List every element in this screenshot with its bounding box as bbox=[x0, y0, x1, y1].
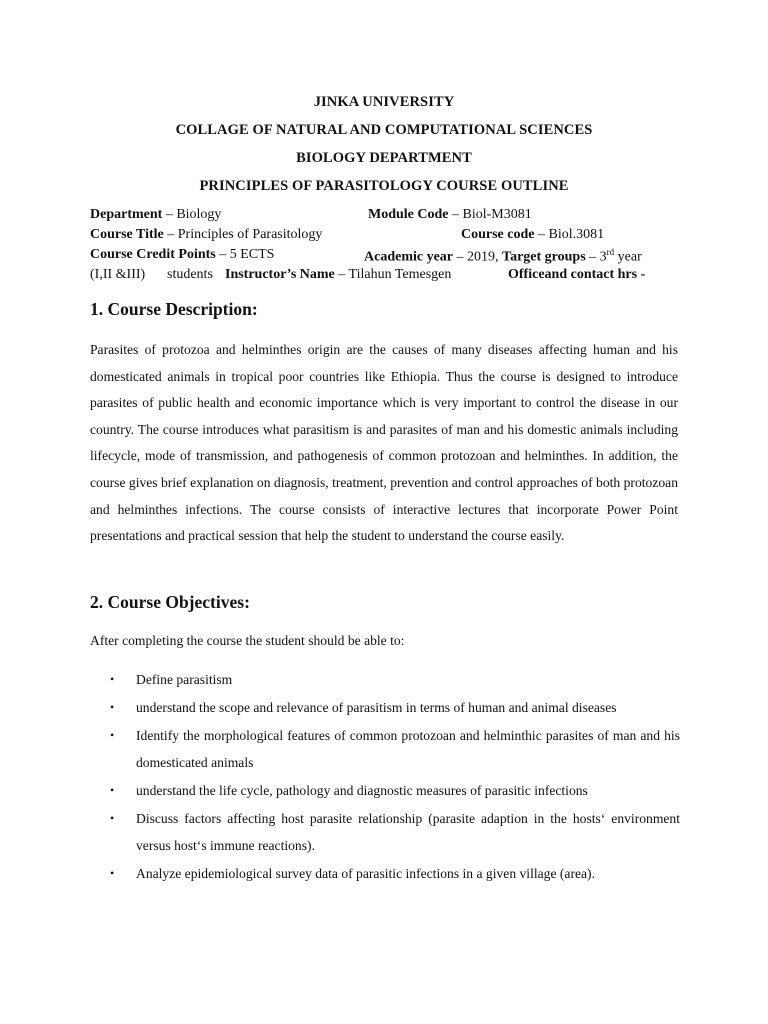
course-code-label: Course code bbox=[461, 227, 535, 242]
course-title-field bbox=[90, 227, 322, 243]
bullet-icon: • bbox=[110, 728, 115, 742]
objective-item bbox=[90, 805, 680, 859]
course-objectives-heading: 2. Course Objectives: bbox=[90, 592, 250, 612]
office-hours-field bbox=[508, 267, 645, 283]
bullet-icon: • bbox=[110, 672, 115, 686]
target-groups-year: year bbox=[614, 249, 642, 265]
department-name: BIOLOGY DEPARTMENT bbox=[296, 150, 472, 166]
course-code-value: – Biol.3081 bbox=[534, 227, 605, 242]
instructor-value: – Tilahun Temesgen bbox=[334, 267, 452, 282]
module-code-value: – Biol-M3081 bbox=[448, 207, 532, 222]
module-code-field bbox=[368, 207, 532, 223]
credit-points-label: Course Credit Points bbox=[90, 247, 216, 262]
course-description-heading: 1. Course Description: bbox=[90, 299, 258, 319]
target-groups-sup: rd bbox=[606, 247, 615, 257]
bullet-icon: • bbox=[110, 811, 115, 825]
bullet-icon: • bbox=[110, 866, 115, 880]
course-description-text: Parasites of protozoa and helminthes origin are the causes of many diseases affecting human and his domesticated animals in tropical poor countries like Ethiopia. Thus the course is designed to introduce parasites of public health and economic importance which is very important to control the disease in our country. The course introduces what parasitism is and parasites of man and his domestic animals including lifecycle, mode of transmission, and pathogenesis of common protozoan and helminthes. In addition, the course gives brief explanation on diagnosis, treatment, prevention and control approaches of both protozoan and helminthes infections. The course consists of interactive lectures that incorporate Power Point presentations and practical session that help the student to understand the course easily. bbox=[90, 342, 678, 544]
objectives-lead: After completing the course the student should be able to: bbox=[90, 633, 405, 648]
academic-year-field bbox=[364, 247, 642, 266]
college-name: COLLAGE OF NATURAL AND COMPUTATIONAL SCIENCES bbox=[175, 122, 593, 138]
target-groups-value: – 3 bbox=[585, 249, 607, 265]
outline-title: PRINCIPLES OF PARASITOLOGY COURSE OUTLINE bbox=[199, 178, 569, 194]
objective-text: Define parasitism bbox=[136, 672, 233, 687]
instructor-field bbox=[225, 267, 451, 283]
bullet-icon: • bbox=[110, 700, 115, 714]
groups-text: (I,II &III) bbox=[90, 267, 146, 282]
objective-item bbox=[90, 666, 680, 693]
objective-item bbox=[90, 777, 680, 804]
university-name: JINKA UNIVERSITY bbox=[313, 94, 455, 110]
academic-year-value: – 2019, bbox=[453, 249, 499, 265]
objective-item bbox=[90, 694, 680, 721]
credit-points-value: – 5 ECTS bbox=[215, 247, 275, 262]
course-title-label: Course Title bbox=[90, 227, 164, 242]
objectives-list bbox=[90, 666, 680, 888]
groups-line bbox=[90, 267, 145, 283]
objective-text: understand the scope and relevance of parasitism in terms of human and animal diseases bbox=[136, 700, 617, 715]
bullet-icon: • bbox=[110, 783, 115, 797]
objective-text: Discuss factors affecting host parasite relationship (parasite adaption in the hosts‘ environment versus host‘s immune reactions). bbox=[136, 811, 680, 853]
objective-item bbox=[90, 722, 680, 776]
department-field bbox=[90, 207, 221, 223]
module-code-label: Module Code bbox=[368, 207, 449, 222]
objective-text: Analyze epidemiological survey data of parasitic infections in a given village (area). bbox=[136, 866, 595, 881]
department-label: Department bbox=[90, 207, 163, 222]
students-line bbox=[167, 267, 213, 283]
department-value: – Biology bbox=[162, 207, 222, 222]
course-code-field bbox=[461, 227, 604, 243]
target-groups-label: Target groups bbox=[502, 249, 586, 265]
office-hours-label: Officeand contact hrs - bbox=[508, 267, 646, 282]
instructor-label: Instructor’s Name bbox=[225, 267, 335, 282]
objective-text: understand the life cycle, pathology and diagnostic measures of parasitic infections bbox=[136, 783, 588, 798]
objective-item bbox=[90, 860, 680, 887]
students-text: students bbox=[167, 267, 213, 282]
objective-text: Identify the morphological features of common protozoan and helminthic parasites of man and his domesticated animals bbox=[136, 728, 680, 770]
credit-points-field bbox=[90, 247, 274, 263]
academic-year-label: Academic year bbox=[364, 249, 454, 265]
course-title-value: – Principles of Parasitology bbox=[163, 227, 323, 242]
